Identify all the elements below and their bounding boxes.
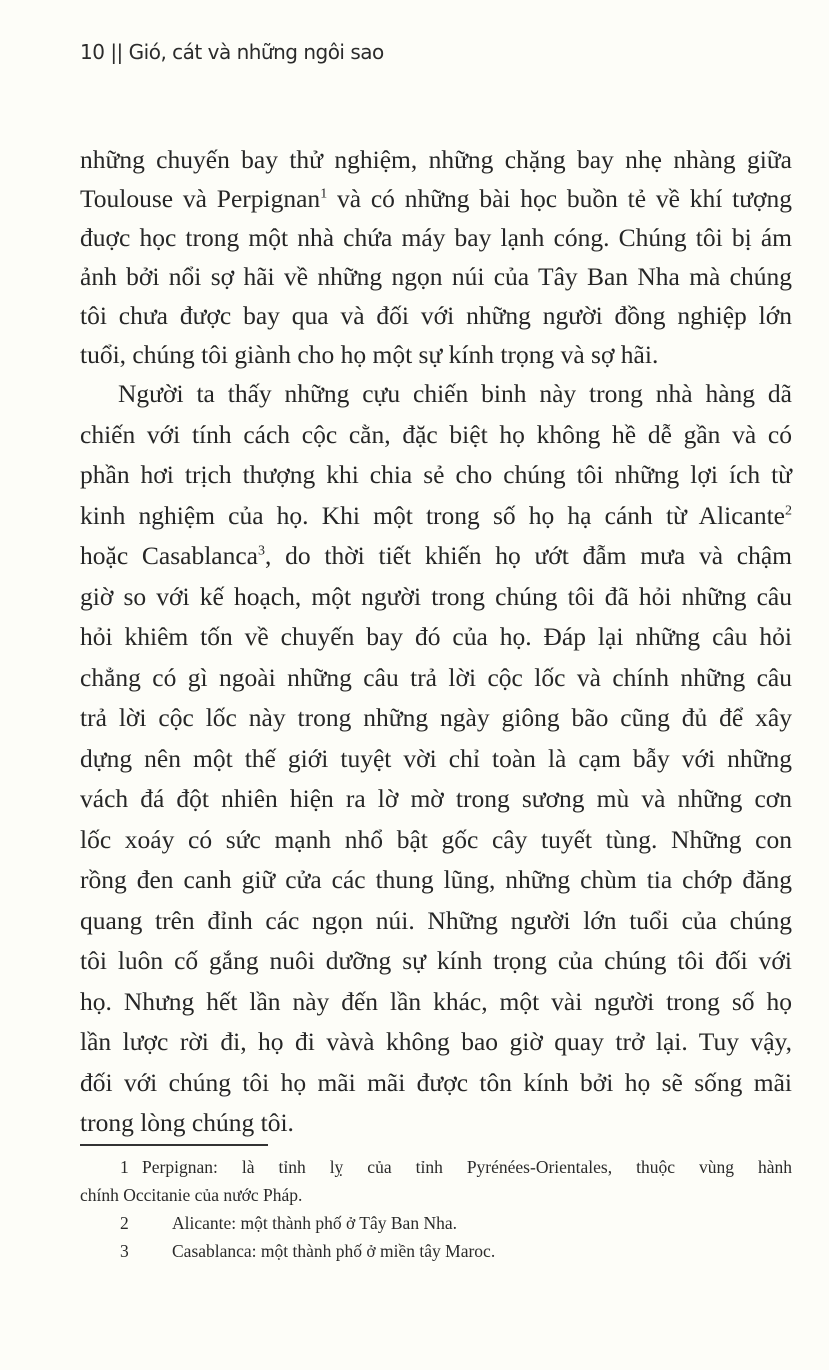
text-line: trả lời cộc lốc này trong những ngày giông bão cũng đủ để xây (80, 703, 792, 732)
text-line: đối với chúng tôi họ mãi mãi được tôn kính bởi họ sẽ sống mãi (80, 1067, 792, 1097)
footnote-number: 2 (120, 1213, 129, 1233)
text-line: lần lược rời đi, họ đi vàvà không bao giờ quay trở lại. Tuy vậy, (80, 1027, 792, 1056)
text-line (80, 501, 792, 531)
text-line: giờ so với kế hoạch, một người trong chúng tôi đã hỏi những câu (80, 581, 792, 611)
text-line: trong lòng chúng tôi. (80, 1108, 294, 1137)
text-line: những chuyến bay thử nghiệm, những chặng bay nhẹ nhàng giữa (80, 145, 792, 174)
text-line: họ. Nhưng hết lần này đến lần khác, một vài người trong số họ (80, 986, 792, 1016)
text-line (80, 541, 792, 571)
page-number: 10 (80, 40, 105, 64)
text-line: rồng đen canh giữ cửa các thung lũng, những chùm tia chớp đăng (80, 865, 792, 894)
text-line: tuổi, chúng tôi giành cho họ một sự kính trọng và sợ hãi. (80, 340, 659, 369)
header-separator: || (110, 40, 123, 64)
footnote-text: Alicante: một thành phố ở Tây Ban Nha. (172, 1213, 457, 1233)
footnote-divider (80, 1144, 268, 1146)
text-line (80, 184, 792, 214)
text-line: dựng nên một thế giới tuyệt vời chỉ toàn là cạm bẫy với những (80, 743, 792, 773)
text-line: quang trên đỉnh các ngọn núi. Những người lớn tuổi của chúng (80, 905, 792, 935)
text-line: hỏi khiêm tốn về chuyến bay đó của họ. Đáp lại những câu hỏi (80, 622, 792, 651)
footnote-1 (80, 1156, 792, 1178)
text-line: ảnh bởi nổi sợ hãi về những ngọn núi của Tây Ban Nha mà chúng (80, 262, 792, 291)
text-segment: , do thời tiết khiến họ ướt đẫm mưa và chậm (265, 541, 793, 570)
footnote-ref: 1 (320, 186, 328, 202)
footnote-1-cont: chính Occitanie của nước Pháp. (80, 1185, 303, 1205)
text-line: vách đá đột nhiên hiện ra lờ mờ trong sương mù và những cơn (80, 784, 792, 813)
footnote-number: 1 (120, 1157, 129, 1177)
text-line: đuợc học trong một nhà chứa máy bay lạnh cóng. Chúng tôi bị ám (80, 223, 792, 252)
footnote-number: 3 (120, 1241, 129, 1261)
text-line: tôi chưa được bay qua và đối với những người đồng nghiệp lớn (80, 301, 792, 330)
text-line: tôi luôn cố gắng nuôi dưỡng sự kính trọng của chúng tôi đối với (80, 946, 792, 975)
footnote-ref: 3 (258, 543, 265, 559)
footnote-text: Perpignan: là tỉnh lỵ của tỉnh Pyrénées-Orientales, thuộc vùng hành (142, 1157, 793, 1177)
text-line: chẳng có gì ngoài những câu trả lời cộc lốc và chính những câu (80, 662, 792, 692)
text-segment: Toulouse và Perpignan (80, 184, 321, 213)
book-title: Gió, cát và những ngôi sao (128, 40, 384, 64)
text-segment: kinh nghiệm của họ. Khi một trong số họ hạ cánh từ Alicante (80, 500, 785, 530)
text-segment: và có những bài học buồn tẻ về khí tượng (327, 184, 793, 213)
footnote-ref: 2 (785, 503, 792, 518)
text-line: chiến với tính cách cộc cằn, đặc biệt họ không hề dễ gần và có (80, 419, 792, 449)
footnote-text: Casablanca: một thành phố ở miền tây Maroc. (172, 1241, 496, 1261)
text-line: phần hơi trịch thượng khi chia sẻ cho chúng tôi những lợi ích từ (80, 460, 792, 489)
text-line: Người ta thấy những cựu chiến binh này trong nhà hàng dã (118, 379, 792, 408)
text-segment: hoặc Casablanca (80, 541, 258, 570)
text-line: lốc xoáy có sức mạnh nhổ bật gốc cây tuyết tùng. Những con (80, 824, 792, 854)
running-header (80, 40, 384, 64)
